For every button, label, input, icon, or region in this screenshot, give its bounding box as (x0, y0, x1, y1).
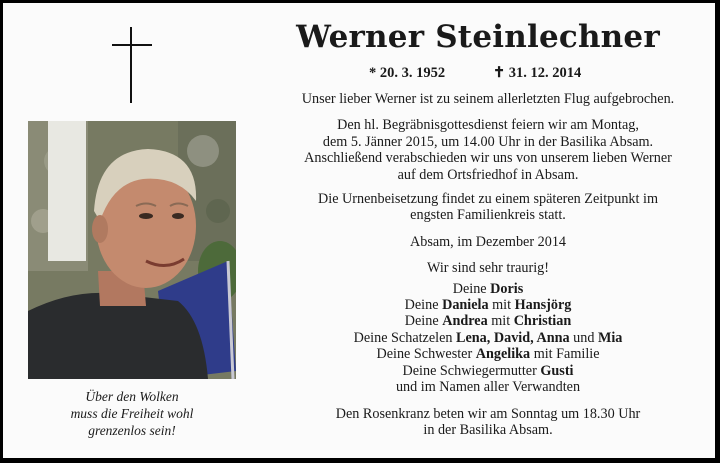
sad-line: Wir sind sehr traurig! (427, 260, 549, 277)
obituary-card (3, 3, 715, 458)
mourner-line: Deine Andrea mit Christian (404, 313, 572, 330)
photo-caption (28, 388, 236, 439)
service-line: dem 5. Jänner 2015, um 14.00 Uhr in der Basilika Absam. (322, 133, 654, 150)
place-date: Absam, im Dezember 2014 (409, 233, 567, 250)
service-line: Anschließend verabschieden wir uns von unserem lieben Werner (304, 150, 672, 167)
cross-icon (112, 27, 152, 103)
caption-line: Über den Wolken (85, 389, 179, 404)
mourner-line: Deine Doris (452, 280, 524, 297)
mourner-line: Deine Daniela mit Hansjörg (404, 297, 572, 314)
birth-date: * 20. 3. 1952 (369, 65, 446, 81)
portrait-photo (28, 121, 236, 379)
deceased-name: Werner Steinlechner (296, 19, 660, 55)
intro-line: Unser lieber Werner ist zu seinem allerletzten Flug aufgebrochen. (301, 91, 675, 107)
mourner-line: Deine Schwiegermutter Gusti (402, 362, 574, 379)
urn-line: Die Urnenbeisetzung findet zu einem späteren Zeitpunkt im (318, 191, 658, 208)
mourner-line: Deine Schwester Angelika mit Familie (376, 346, 600, 363)
announcement-text (253, 91, 720, 438)
service-line: Den hl. Begräbnisgottesdienst feiern wir am Montag, (337, 117, 639, 134)
service-line: auf dem Ortsfriedhof in Absam. (397, 166, 579, 183)
caption-line: grenzenlos sein! (88, 423, 176, 438)
death-date: ✝ 31. 12. 2014 (493, 65, 582, 81)
urn-line: engsten Familienkreis statt. (410, 207, 566, 224)
rosary-line: in der Basilika Absam. (423, 421, 553, 438)
mourner-line: und im Namen aller Verwandten (395, 379, 581, 396)
rosary-line: Den Rosenkranz beten wir am Sonntag um 18.30 Uhr (335, 405, 641, 422)
mourner-line: Deine Schatzelen Lena, David, Anna und Mia (353, 329, 623, 346)
caption-line: muss die Freiheit wohl (70, 406, 194, 421)
